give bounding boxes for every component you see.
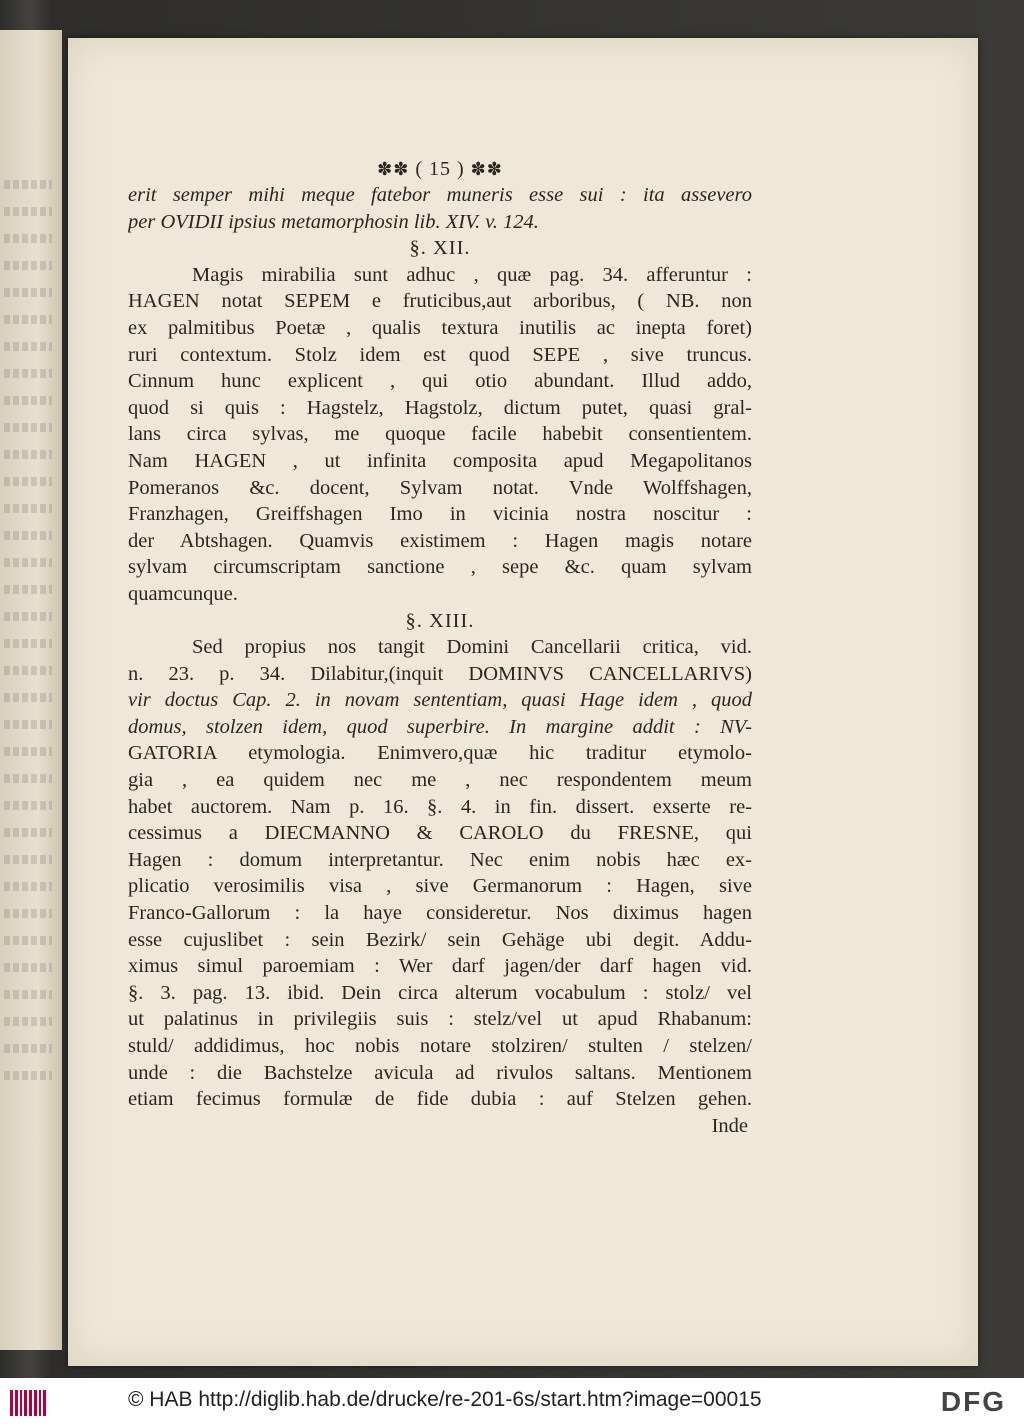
catchword: Inde (711, 1114, 748, 1137)
text-line: cessimus a DIECMANNO & CAROLO du FRESNE, qui (128, 822, 752, 845)
text-line: ruri contextum. Stolz idem est quod SEPE , sive truncus. (128, 343, 752, 366)
bleed-through-mark (4, 990, 52, 999)
text-line: Magis mirabilia sunt adhuc , quæ pag. 34. afferuntur : (192, 263, 752, 286)
text-line: ximus simul paroemiam : Wer darf jagen/der darf hagen vid. (128, 955, 752, 978)
text-line: Hagen : domum interpretantur. Nec enim nobis hæc ex- (128, 848, 752, 871)
bleed-through-mark (4, 1017, 52, 1026)
running-header (128, 156, 752, 182)
page-text (128, 156, 752, 1139)
text-line: Franco-Gallorum : la haye consideretur. Nos diximus hagen (128, 902, 752, 925)
bleed-through-mark (4, 504, 52, 513)
copyright-link[interactable]: © HAB http://diglib.hab.de/drucke/re-201-6s/start.htm?image=00015 (128, 1388, 762, 1411)
bleed-through-mark (4, 234, 52, 243)
text-line: HAGEN notat SEPEM e fruticibus,aut arboribus, ( NB. non (128, 290, 752, 313)
bleed-through-mark (4, 936, 52, 945)
bleed-through-mark (4, 477, 52, 486)
text-line: gia , ea quidem nec me , nec respondentem meum (128, 769, 752, 792)
text-line: stuld/ addidimus, hoc nobis notare stolziren/ stulten / stelzen/ (128, 1035, 752, 1057)
text-line: unde : die Bachstelze avicula ad rivulos saltans. Mentionem (128, 1061, 752, 1084)
text-line: erit semper mihi meque fatebor muneris esse sui : ita assevero (128, 184, 752, 206)
barcode-icon (10, 1390, 46, 1416)
bleed-through-mark (4, 396, 52, 405)
page-number: ( 15 ) (415, 158, 465, 180)
bleed-through-mark (4, 909, 52, 918)
bleed-through-mark (4, 342, 52, 351)
bleed-through-mark (4, 558, 52, 567)
text-line: der Abtshagen. Quamvis existimem : Hagen magis notare (128, 529, 752, 552)
text-line: n. 23. p. 34. Dilabitur,(inquit DOMINVS CANCELLARIVS) (128, 662, 752, 685)
ornament-right-icon: ✽✽ (470, 159, 503, 179)
bleed-through-mark (4, 531, 52, 540)
text-line: GATORIA etymologia. Enimvero,quæ hic traditur etymolo- (128, 742, 752, 765)
bleed-through-mark (4, 666, 52, 675)
text-line: etiam fecimus formulæ de fide dubia : auf Stelzen gehen. (128, 1088, 752, 1111)
text-line: quod si quis : Hagstelz, Hagstolz, dictum putet, quasi gral- (128, 396, 752, 419)
previous-page-edge (0, 30, 62, 1350)
text-line: vir doctus Cap. 2. in novam sententiam, quasi Hage idem , quod (128, 689, 752, 712)
bleed-through-mark (4, 315, 52, 324)
text-line: lans circa sylvas, me quoque facile habebit consentientem. (128, 423, 752, 446)
bleed-through-mark (4, 288, 52, 297)
text-line: sylvam circumscriptam sanctione , sepe &c. quam sylvam (128, 556, 752, 579)
bleed-through-mark (4, 585, 52, 594)
footer-bar (0, 1378, 1024, 1428)
bleed-through-mark (4, 261, 52, 270)
text-line: habet auctorem. Nam p. 16. §. 4. in fin. dissert. exserte re- (128, 795, 752, 818)
section-heading: §. XII. (409, 237, 471, 260)
bleed-through-mark (4, 450, 52, 459)
text-line: Sed propius nos tangit Domini Cancellarii critica, vid. (192, 636, 752, 659)
text-line: Pomeranos &c. docent, Sylvam notat. Vnde Wolffshagen, (128, 476, 752, 499)
text-line: plicatio verosimilis visa , sive Germanorum : Hagen, sive (128, 875, 752, 898)
bleed-through-mark (4, 828, 52, 837)
bleed-through-mark (4, 1044, 52, 1053)
text-line: per OVIDII ipsius metamorphosin lib. XIV. v. 124. (128, 210, 539, 233)
bleed-through-mark (4, 423, 52, 432)
bleed-through-mark (4, 639, 52, 648)
dfg-logo: DFG (940, 1386, 1006, 1417)
bleed-through-mark (4, 180, 52, 189)
bleed-through-mark (4, 801, 52, 810)
text-line: Franzhagen, Greiffshagen Imo in vicinia nostra noscitur : (128, 503, 752, 526)
section-heading: §. XIII. (405, 609, 475, 632)
ornament-left-icon: ✽✽ (377, 159, 410, 179)
bleed-through-mark (4, 612, 52, 621)
text-line: ut palatinus in privilegiis suis : stelz/vel ut apud Rhabanum: (128, 1008, 752, 1031)
text-lines (128, 182, 752, 1113)
text-line: §. 3. pag. 13. ibid. Dein circa alterum vocabulum : stolz/ vel (128, 981, 752, 1004)
text-line: Cinnum hunc explicent , qui otio abundant. Illud addo, (128, 370, 752, 393)
bleed-through-mark (4, 1071, 52, 1080)
bleed-through-mark (4, 882, 52, 891)
bleed-through-mark (4, 207, 52, 216)
bleed-through-mark (4, 369, 52, 378)
text-line: domus, stolzen idem, quod superbire. In margine addit : NV- (128, 715, 752, 738)
bleed-through-mark (4, 693, 52, 702)
text-line: esse cujuslibet : sein Bezirk/ sein Gehäge ubi degit. Addu- (128, 928, 752, 951)
bleed-through-mark (4, 855, 52, 864)
bleed-through-mark (4, 963, 52, 972)
bleed-through-mark (4, 774, 52, 783)
text-line: ex palmitibus Poetæ , qualis textura inutilis ac inepta foret) (128, 316, 752, 339)
text-line: Nam HAGEN , ut infinita composita apud Megapolitanos (128, 449, 752, 472)
bleed-through-mark (4, 747, 52, 756)
bleed-through-mark (4, 720, 52, 729)
text-line: quamcunque. (128, 582, 238, 605)
